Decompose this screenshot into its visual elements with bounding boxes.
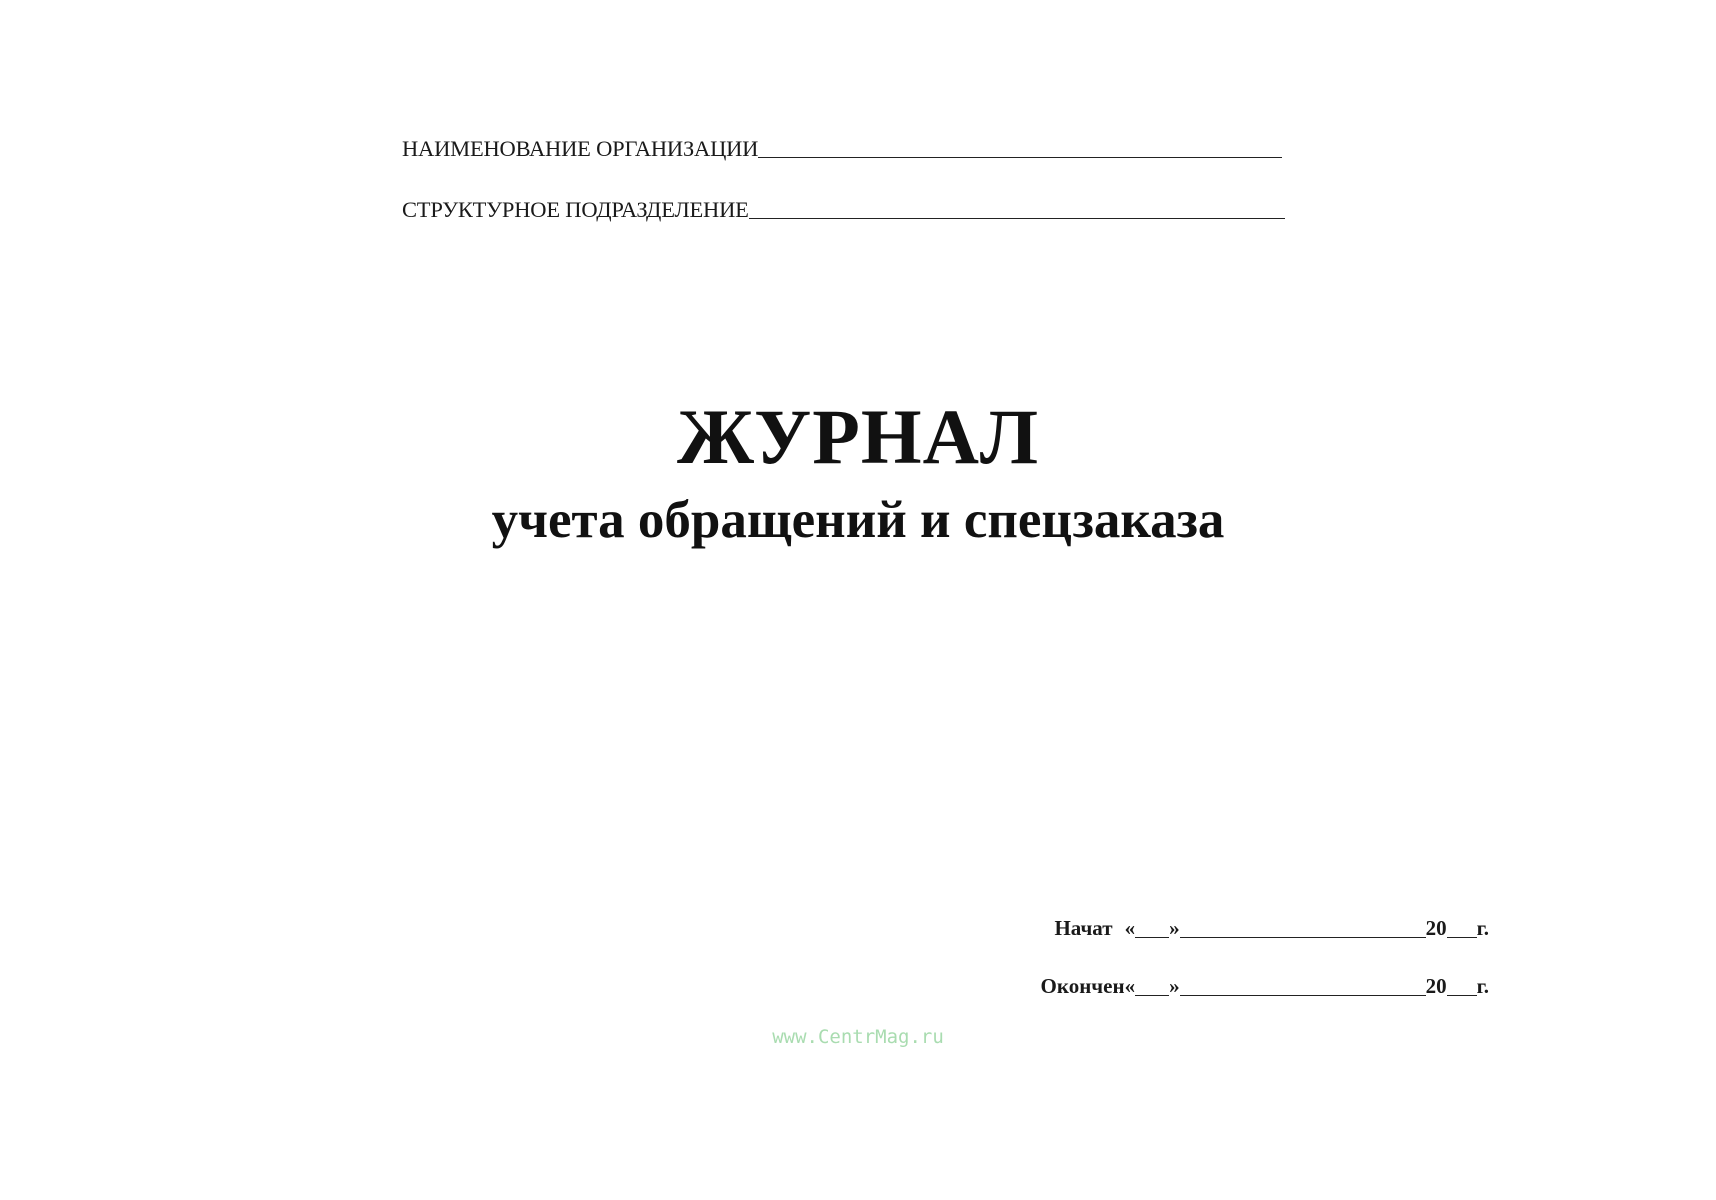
journal-title: ЖУРНАЛ — [676, 393, 1040, 480]
end-year-suffix: г. — [1476, 974, 1489, 998]
end-day-blank — [1135, 995, 1169, 996]
department-blank — [749, 218, 1285, 219]
journal-subtitle: учета обращений и спецзаказа — [491, 491, 1225, 549]
end-date-line — [1041, 976, 1489, 997]
department-line — [402, 191, 1285, 221]
end-year-blank — [1447, 995, 1477, 996]
start-close-quote: » — [1169, 916, 1180, 940]
end-open-quote: « — [1124, 974, 1136, 998]
watermark: www.CentrMag.ru — [772, 1026, 944, 1048]
start-open-quote: « — [1124, 916, 1136, 940]
department-label: СТРУКТУРНОЕ ПОДРАЗДЕЛЕНИЕ — [402, 196, 749, 222]
end-month-blank — [1180, 995, 1426, 996]
start-date-line — [1054, 918, 1489, 939]
organization-name-line — [402, 130, 1282, 160]
end-date-label: Окончен — [1040, 974, 1125, 998]
start-month-blank — [1180, 937, 1426, 938]
start-date-label: Начат — [1054, 916, 1113, 940]
end-year-prefix: 20 — [1425, 974, 1447, 998]
end-close-quote: » — [1169, 974, 1180, 998]
start-year-blank — [1447, 937, 1477, 938]
start-year-prefix: 20 — [1425, 916, 1447, 940]
organization-name-label: НАИМЕНОВАНИЕ ОРГАНИЗАЦИИ — [402, 135, 759, 161]
organization-name-blank — [758, 157, 1282, 158]
start-day-blank — [1135, 937, 1169, 938]
start-year-suffix: г. — [1476, 916, 1489, 940]
